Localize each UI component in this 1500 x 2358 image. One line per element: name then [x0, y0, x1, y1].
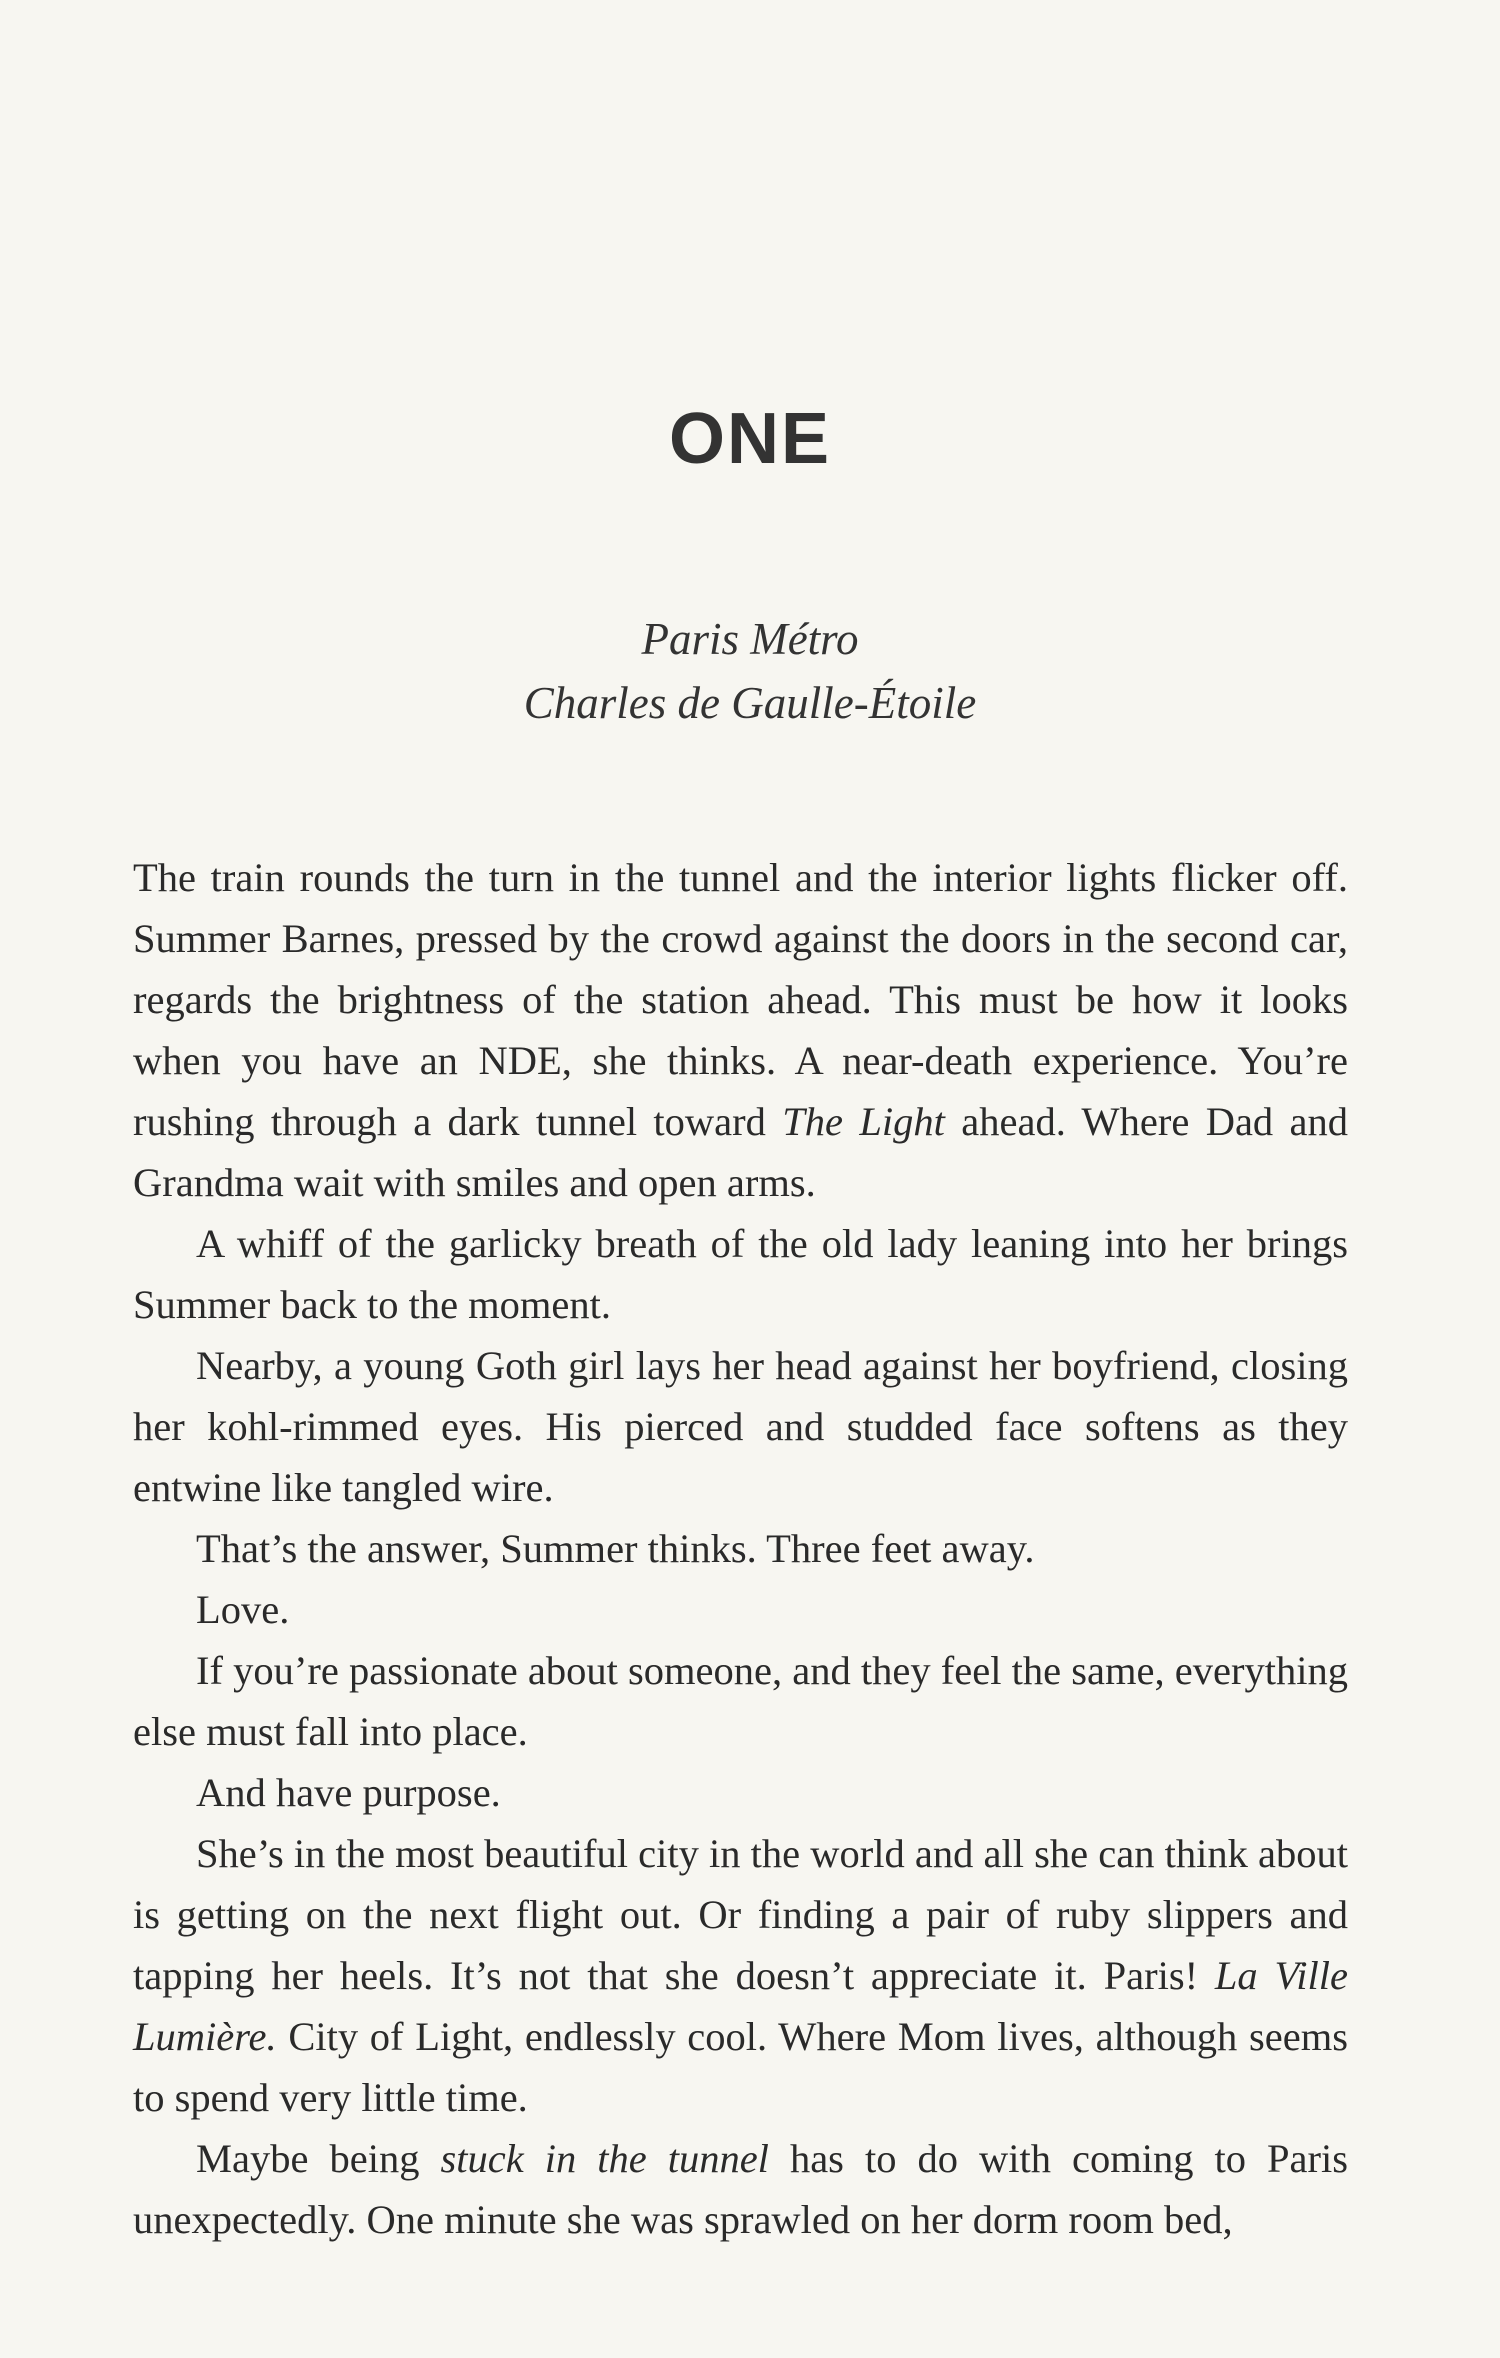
chapter-body — [133, 847, 1348, 2250]
paragraph — [133, 1640, 1348, 1762]
paragraph-text-italic: stuck in the tunnel — [440, 2136, 769, 2181]
paragraph-text: That’s the answer, Summer thinks. Three feet away. — [196, 1526, 1035, 1571]
paragraph-text-italic: La Ville Lumière. — [133, 1953, 1348, 2059]
paragraph-text: The train rounds the turn in the tunnel and the interior lights flicker off. Summer Barnes, pressed by the crowd against the doors in the second car, regards the brightness of the station ahead. This must be how it looks when you have an NDE, she thinks. A near-death experience. You’re rushing through a dark tunnel toward — [133, 855, 1348, 1144]
paragraph — [133, 2128, 1348, 2250]
chapter-title: ONE — [668, 399, 832, 479]
setting-station: Charles de Gaulle-Étoile — [523, 678, 977, 728]
paragraph-text: City of Light, endlessly cool. Where Mom lives, although seems to spend very little time. — [133, 2014, 1348, 2120]
paragraph-text: Maybe being — [196, 2136, 441, 2181]
paragraph — [133, 1762, 1348, 1823]
paragraph — [133, 1335, 1348, 1518]
paragraph — [133, 1823, 1348, 2128]
paragraph-text: Love. — [196, 1587, 290, 1632]
paragraph-text-italic: The Light — [782, 1099, 945, 1144]
paragraph-text: She’s in the most beautiful city in the world and all she can think about is getting on the next flight out. Or finding a pair of ruby slippers and tapping her heels. It’s not that she doesn’t appreciate it. Paris! — [133, 1831, 1348, 1998]
paragraph-text: If you’re passionate about someone, and they feel the same, everything else must fall into place. — [133, 1648, 1348, 1754]
paragraph — [133, 1579, 1348, 1640]
paragraph — [133, 847, 1348, 1213]
setting-location: Paris Métro — [641, 614, 859, 664]
paragraph-text: Nearby, a young Goth girl lays her head against her boyfriend, closing her kohl-rimmed eyes. His pierced and studded face softens as they entwine like tangled wire. — [133, 1343, 1348, 1510]
paragraph-text: has to do with coming to Paris unexpectedly. One minute she was sprawled on her dorm room bed, — [133, 2136, 1348, 2242]
chapter-setting — [0, 607, 1500, 735]
paragraph — [133, 1213, 1348, 1335]
paragraph-text: A whiff of the garlicky breath of the old lady leaning into her brings Summer back to the moment. — [133, 1221, 1348, 1327]
paragraph — [133, 1518, 1348, 1579]
paragraph-text: ahead. Where Dad and Grandma wait with smiles and open arms. — [133, 1099, 1349, 1205]
paragraph-text: And have purpose. — [196, 1770, 501, 1815]
